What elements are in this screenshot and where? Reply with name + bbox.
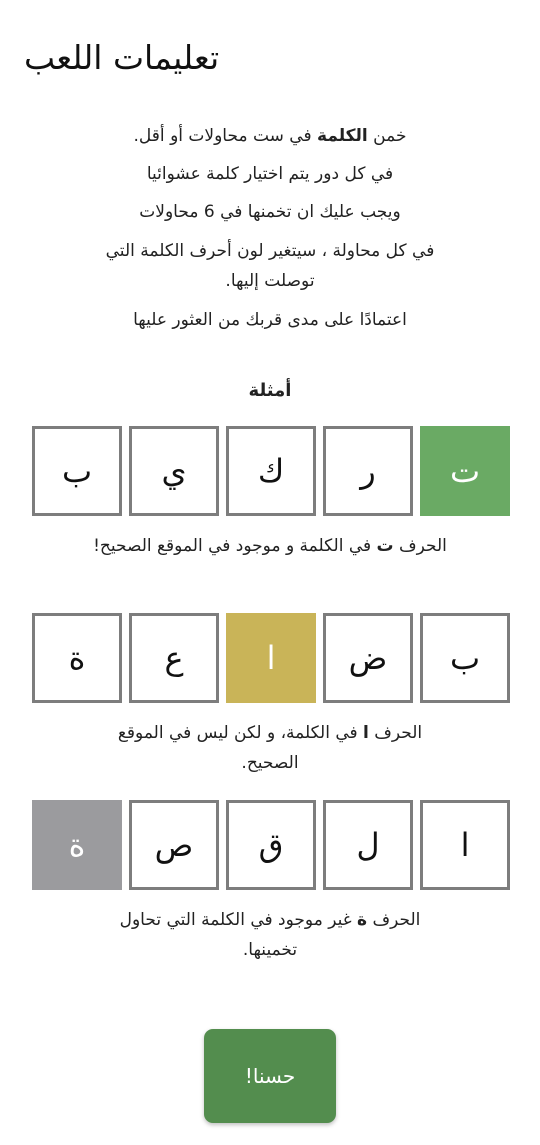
instruction-line-3: ويجب عليك ان تخمنها في 6 محاولات	[139, 202, 401, 222]
letter-tile: ا	[420, 800, 510, 890]
letter-tile: ا	[226, 613, 316, 703]
letter-tile: ب	[420, 613, 510, 703]
examples-heading: أمثلة	[248, 380, 292, 401]
page-title: تعليمات اللعب	[24, 38, 220, 77]
instruction-line-2: في كل دور يتم اختيار كلمة عشوائيا	[146, 164, 394, 184]
letter-tile: ك	[226, 426, 316, 516]
instructions	[40, 122, 500, 344]
letter-tile: ت	[420, 426, 510, 516]
letter-tile: ع	[129, 613, 219, 703]
example-row-correct	[30, 426, 510, 518]
letter-tile: ة	[32, 613, 122, 703]
letter-tile: ض	[323, 613, 413, 703]
letter-tile: ي	[129, 426, 219, 516]
letter-tile: ق	[226, 800, 316, 890]
instruction-line-4: في كل محاولة ، سيتغير لون أحرف الكلمة التي توصلت إليها.	[105, 241, 435, 291]
letter-tile: ر	[323, 426, 413, 516]
letter-tile: ة	[32, 800, 122, 890]
instruction-line-5: اعتمادًا على مدى قربك من العثور عليها	[133, 310, 407, 330]
instruction-line-1: خمن الكلمة في ست محاولات أو أقل.	[133, 126, 407, 146]
letter-tile: ص	[129, 800, 219, 890]
ok-button[interactable]: حسنا!	[204, 1029, 336, 1123]
example-explanation-present: الحرف ا في الكلمة، و لكن ليس في الموقع الصحيح.	[117, 723, 423, 773]
letter-tile: ل	[323, 800, 413, 890]
example-explanation-absent: الحرف ة غير موجود في الكلمة التي تحاول تخمينها.	[119, 910, 421, 960]
example-explanation-correct: الحرف ت في الكلمة و موجود في الموقع الصحيح!	[93, 536, 447, 556]
example-row-absent	[30, 800, 510, 892]
example-row-present	[30, 613, 510, 705]
letter-tile: ب	[32, 426, 122, 516]
